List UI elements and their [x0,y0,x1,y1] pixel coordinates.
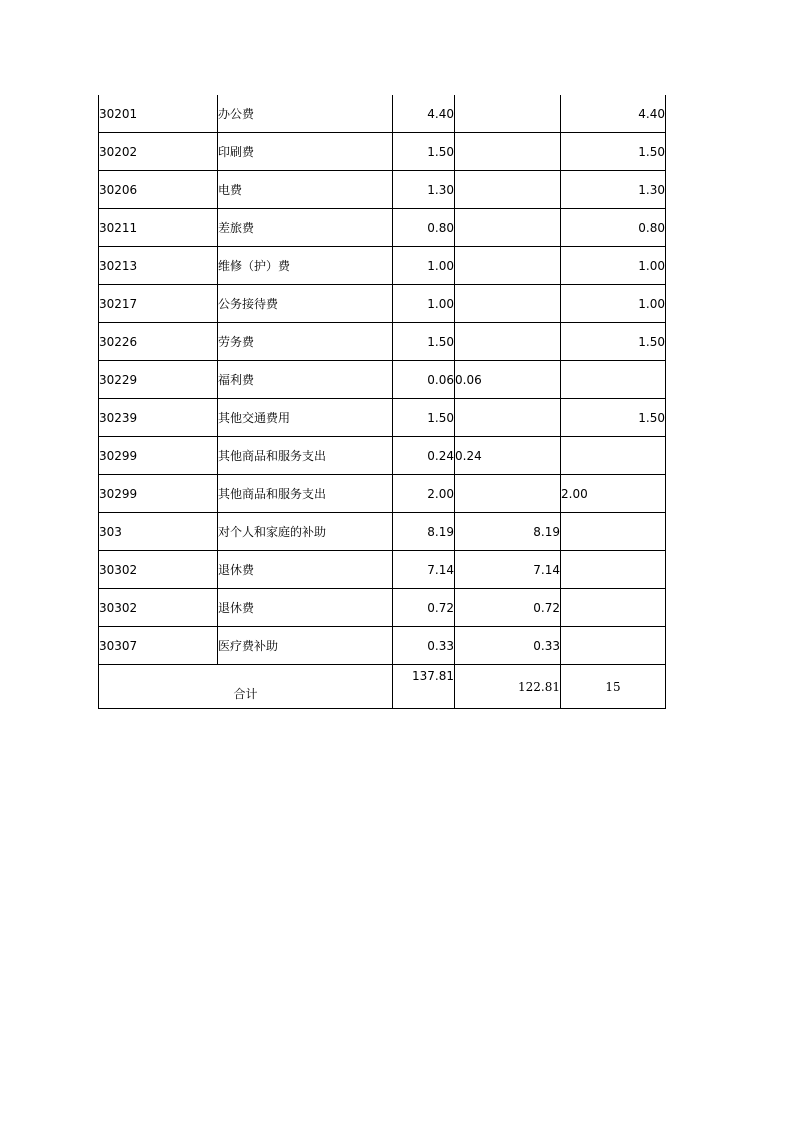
grand-total-cell: 137.81 [393,665,455,709]
total-amount-cell: 2.00 [393,475,455,513]
basic-expenditure-cell [455,285,561,323]
budget-table-sheet [98,95,666,709]
basic-expenditure-cell: 8.19 [455,513,561,551]
account-code-cell: 30202 [99,133,218,171]
project-expenditure-cell [561,627,666,665]
totals-row [99,665,666,709]
table-row [99,627,666,665]
account-code-cell: 30213 [99,247,218,285]
total-amount-cell: 7.14 [393,551,455,589]
account-code-cell: 303 [99,513,218,551]
basic-total-cell: 122.81 [455,665,561,709]
basic-expenditure-cell [455,323,561,361]
project-expenditure-cell: 1.00 [561,285,666,323]
total-amount-cell: 1.00 [393,285,455,323]
total-amount-cell: 1.00 [393,247,455,285]
project-expenditure-cell: 1.50 [561,399,666,437]
account-name-cell: 其他商品和服务支出 [218,475,393,513]
project-expenditure-cell [561,437,666,475]
basic-expenditure-cell: 0.06 [455,361,561,399]
table-row [99,285,666,323]
project-expenditure-cell: 0.80 [561,209,666,247]
project-expenditure-cell: 1.50 [561,323,666,361]
total-amount-cell: 4.40 [393,95,455,133]
basic-expenditure-cell [455,475,561,513]
account-name-cell: 维修（护）费 [218,247,393,285]
account-code-cell: 30217 [99,285,218,323]
account-code-cell: 30206 [99,171,218,209]
project-expenditure-cell [561,513,666,551]
table-row [99,209,666,247]
total-amount-cell: 0.33 [393,627,455,665]
basic-expenditure-cell: 0.24 [455,437,561,475]
total-amount-cell: 1.50 [393,133,455,171]
account-name-cell: 退休费 [218,589,393,627]
account-name-cell: 电费 [218,171,393,209]
account-name-cell: 差旅费 [218,209,393,247]
total-amount-cell: 1.50 [393,323,455,361]
account-name-cell: 办公费 [218,95,393,133]
project-expenditure-cell: 1.30 [561,171,666,209]
table-row [99,437,666,475]
table-body [99,95,666,709]
account-code-cell: 30239 [99,399,218,437]
project-expenditure-cell: 1.00 [561,247,666,285]
account-code-cell: 30302 [99,589,218,627]
account-code-cell: 30211 [99,209,218,247]
table-row [99,133,666,171]
total-amount-cell: 0.72 [393,589,455,627]
total-amount-cell: 0.06 [393,361,455,399]
project-expenditure-cell: 1.50 [561,133,666,171]
table-row [99,361,666,399]
project-expenditure-cell [561,551,666,589]
expenditure-table [98,95,666,709]
account-code-cell: 30201 [99,95,218,133]
account-name-cell: 其他交通费用 [218,399,393,437]
table-row [99,589,666,627]
total-amount-cell: 1.50 [393,399,455,437]
account-code-cell: 30299 [99,475,218,513]
account-name-cell: 公务接待费 [218,285,393,323]
basic-expenditure-cell [455,247,561,285]
project-expenditure-cell: 4.40 [561,95,666,133]
account-code-cell: 30229 [99,361,218,399]
total-amount-cell: 0.24 [393,437,455,475]
account-name-cell: 印刷费 [218,133,393,171]
table-row [99,399,666,437]
basic-expenditure-cell [455,209,561,247]
basic-expenditure-cell [455,95,561,133]
project-expenditure-cell: 2.00 [561,475,666,513]
total-amount-cell: 8.19 [393,513,455,551]
basic-expenditure-cell: 0.33 [455,627,561,665]
project-total-cell: 15 [561,665,666,709]
table-row [99,323,666,361]
account-name-cell: 医疗费补助 [218,627,393,665]
account-code-cell: 30302 [99,551,218,589]
basic-expenditure-cell: 0.72 [455,589,561,627]
account-name-cell: 福利费 [218,361,393,399]
basic-expenditure-cell [455,133,561,171]
table-row [99,95,666,133]
account-code-cell: 30307 [99,627,218,665]
project-expenditure-cell [561,361,666,399]
account-name-cell: 对个人和家庭的补助 [218,513,393,551]
account-code-cell: 30226 [99,323,218,361]
account-code-cell: 30299 [99,437,218,475]
table-row [99,247,666,285]
total-amount-cell: 0.80 [393,209,455,247]
basic-expenditure-cell: 7.14 [455,551,561,589]
table-row [99,551,666,589]
totals-label: 合计 [99,665,393,709]
table-row [99,513,666,551]
project-expenditure-cell [561,589,666,627]
table-row [99,171,666,209]
basic-expenditure-cell [455,399,561,437]
table-row [99,475,666,513]
total-amount-cell: 1.30 [393,171,455,209]
basic-expenditure-cell [455,171,561,209]
account-name-cell: 其他商品和服务支出 [218,437,393,475]
account-name-cell: 退休费 [218,551,393,589]
account-name-cell: 劳务费 [218,323,393,361]
